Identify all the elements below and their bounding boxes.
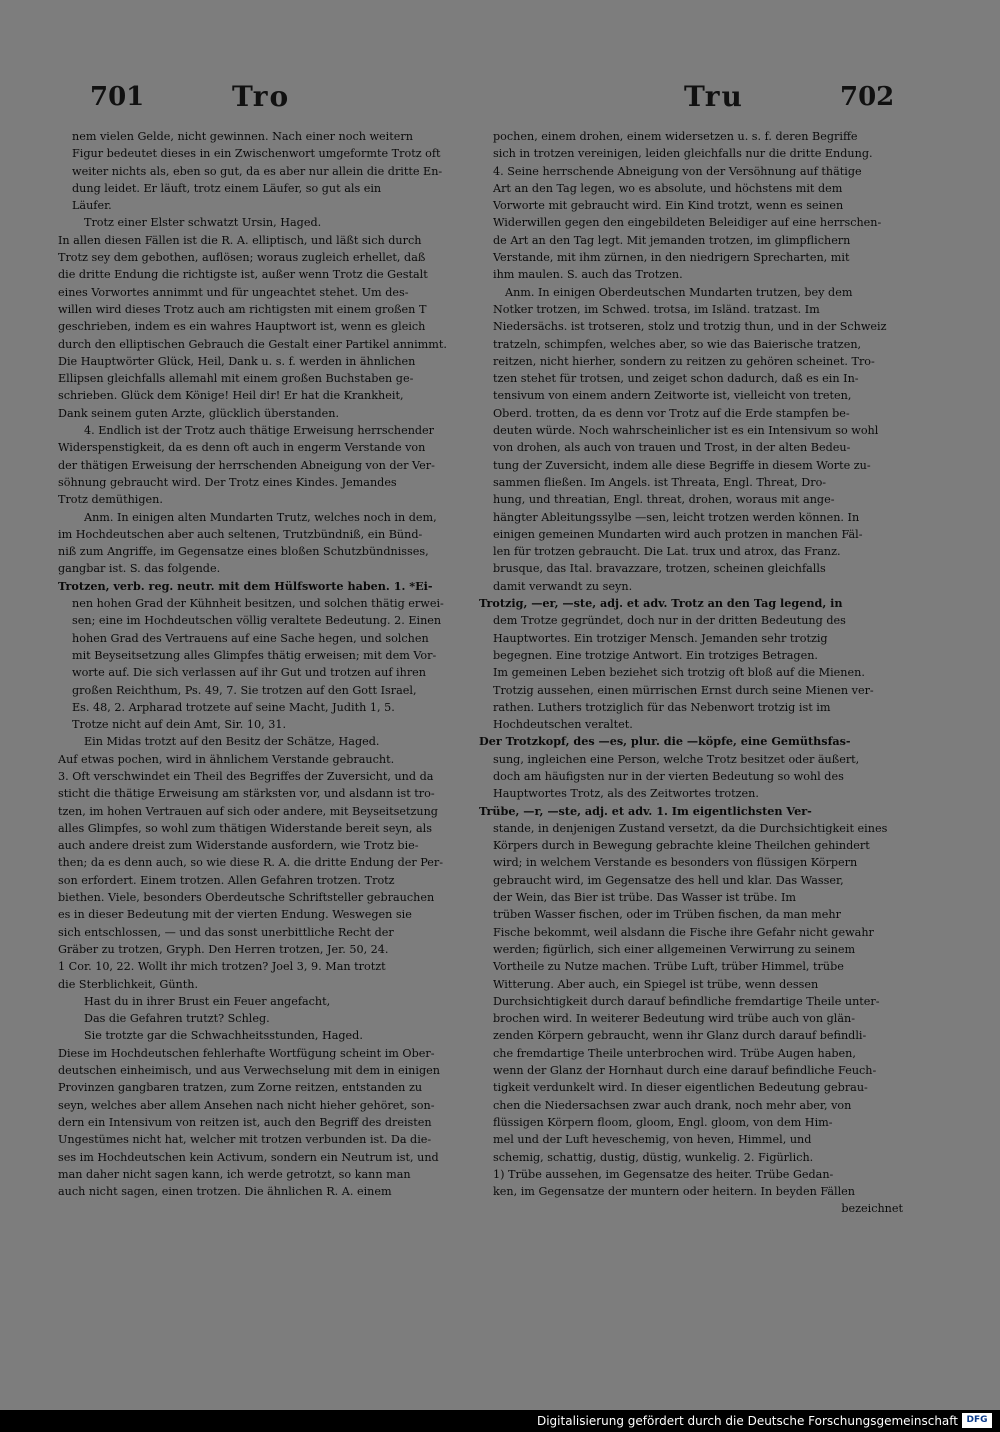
text-line: Witterung. Aber auch, ein Spiegel ist trübe, wenn dessen [493, 977, 819, 991]
text-line: Hauptwortes. Ein trotziger Mensch. Jemanden sehr trotzig [493, 631, 828, 645]
text-line: then; da es denn auch, so wie diese R. A. die dritte Endung der Per- [58, 856, 444, 870]
text-line: schemig, schattig, dustig, düstig, wunkelig. 2. Figürlich. [493, 1150, 814, 1164]
text-line: tratzeln, schimpfen, welches aber, so wie das Baierische tratzen, [493, 337, 862, 351]
text-line: Auf etwas pochen, wird in ähnlichem Verstande gebraucht. [58, 752, 395, 766]
text-line: worte auf. Die sich verlassen auf ihr Gut und trotzen auf ihren [72, 666, 426, 680]
text-line: hohen Grad des Vertrauens auf eine Sache hegen, und solchen [72, 631, 429, 645]
text-line: ihm maulen. S. auch das Trotzen. [493, 268, 683, 282]
text-line: Die Hauptwörter Glück, Heil, Dank u. s. f. werden in ähnlichen [58, 354, 416, 368]
text-line: Verstande, mit ihm zürnen, in den niedrigern Sprecharten, mit [493, 251, 850, 265]
page-header [0, 80, 1000, 120]
text-line: 4. Seine herrschende Abneigung von der Versöhnung auf thätige [493, 164, 862, 178]
text-line: Trotze nicht auf dein Amt, Sir. 10, 31. [72, 718, 287, 732]
text-line: dem Trotze gegründet, doch nur in der dritten Bedeutung des [493, 614, 846, 628]
text-line: reitzen, nicht hierher, sondern zu reitzen zu gehören scheinet. Tro- [493, 354, 875, 368]
text-line: trüben Wasser fischen, oder im Trüben fischen, da man mehr [493, 908, 841, 922]
text-line: werden; figürlich, sich einer allgemeinen Verwirrung zu seinem [493, 942, 856, 956]
text-line: sen; eine im Hochdeutschen völlig veraltete Bedeutung. 2. Einen [72, 614, 442, 628]
text-line: Es. 48, 2. Arpharad trotzete auf seine Macht, Judith 1, 5. [72, 700, 395, 714]
text-line: brochen wird. In weiterer Bedeutung wird trübe auch von glän- [493, 1012, 855, 1026]
text-line: ken, im Gegensatze der muntern oder heitern. In beyden Fällen [493, 1185, 856, 1199]
text-line: wird; in welchem Verstande es besonders von flüssigen Körpern [493, 856, 858, 870]
text-line: wenn der Glanz der Hornhaut durch eine darauf befindliche Feuch- [493, 1064, 877, 1078]
text-line: der thätigen Erweisung der herrschenden Abneigung von der Ver- [58, 458, 435, 472]
text-line: sich in trotzen vereinigen, leiden gleichfalls nur die dritte Endung. [493, 147, 873, 161]
text-line: Durchsichtigkeit durch darauf befindliche fremdartige Theile unter- [493, 994, 880, 1008]
text-line: Notker trotzen, im Schwed. trotsa, im Isländ. tratzast. Im [493, 302, 820, 316]
text-line: 1) Trübe aussehen, im Gegensatze des heiter. Trübe Gedan- [493, 1167, 834, 1181]
text-line: biethen. Viele, besonders Oberdeutsche Schriftsteller gebrauchen [58, 891, 435, 905]
text-line: Ungestümes nicht hat, welcher mit trotzen verbunden ist. Da die- [58, 1133, 432, 1147]
text-line: 3. Oft verschwindet ein Theil des Begriffes der Zuversicht, und da [58, 769, 434, 783]
text-line: Widerspenstigkeit, da es denn oft auch in engerm Verstande von [58, 441, 426, 455]
text-line: Anm. In einigen alten Mundarten Trutz, welches noch in dem, [84, 510, 437, 524]
left-catchword: Tro [232, 80, 291, 113]
text-line: nen hohen Grad der Kühnheit besitzen, und solchen thätig erwei- [72, 597, 444, 611]
text-line: tigkeit verdunkelt wird. In dieser eigentlichen Bedeutung gebrau- [493, 1081, 868, 1095]
text-line: rathen. Luthers trotziglich für das Nebenwort trotzig ist im [493, 700, 831, 714]
text-line: nem vielen Gelde, nicht gewinnen. Nach einer noch weitern [72, 130, 413, 143]
text-line: es in dieser Bedeutung mit der vierten Endung. Weswegen sie [58, 908, 412, 922]
text-line: 1 Cor. 10, 22. Wollt ihr mich trotzen? Joel 3, 9. Man trotzt [58, 960, 386, 974]
text-line: sung, ingleichen eine Person, welche Trotz besitzet oder äußert, [493, 752, 860, 766]
text-line: willen wird dieses Trotz auch am richtigsten mit einem großen T [58, 302, 427, 316]
text-line: son erfordert. Einem trotzen. Allen Gefahren trotzen. Trotz [58, 873, 395, 887]
text-line: deutschen einheimisch, und aus Verwechselung mit dem in einigen [58, 1064, 440, 1078]
text-line: durch den elliptischen Gebrauch die Gestalt einer Partikel annimmt. [58, 337, 447, 351]
text-line: Niedersächs. ist trotseren, stolz und trotzig thun, und in der Schweiz [493, 320, 887, 334]
text-line: Anm. In einigen Oberdeutschen Mundarten trutzen, bey dem [505, 285, 853, 299]
text-line: Gräber zu trotzen, Gryph. Den Herren trotzen, Jer. 50, 24. [58, 942, 389, 956]
text-line: Körpers durch in Bewegung gebrachte kleine Theilchen gehindert [493, 839, 870, 853]
text-line: Hast du in ihrer Brust ein Feuer angefacht, [84, 994, 331, 1008]
text-line: damit verwandt zu seyn. [493, 579, 633, 593]
footer-bar [0, 1410, 1000, 1432]
text-line: einigen gemeinen Mundarten wird auch protzen in manchen Fäl- [493, 527, 863, 541]
footer-credit: Digitalisierung gefördert durch die Deutsche Forschungsgemeinschaft [536, 1414, 958, 1428]
text-line: Hochdeutschen veraltet. [493, 718, 633, 732]
text-line: hängter Ableitungssylbe —sen, leicht trotzen werden können. In [493, 510, 860, 524]
text-line: deuten würde. Noch wahrscheinlicher ist es ein Intensivum so wohl [493, 424, 879, 438]
text-line: Läufer. [72, 199, 112, 213]
text-line: geschrieben, indem es ein wahres Hauptwort ist, wenn es gleich [58, 320, 426, 334]
right-text-column [479, 128, 903, 1218]
text-line: Dank seinem guten Arzte, glücklich überstanden. [58, 406, 340, 420]
text-line: schrieben. Glück dem Könige! Heil dir! Er hat die Krankheit, [58, 389, 404, 403]
text-line: alles Glimpfes, so wohl zum thätigen Widerstande bereit seyn, als [58, 821, 432, 835]
text-line: Vortheile zu Nutze machen. Trübe Luft, trüber Himmel, trübe [493, 960, 844, 974]
text-line: Trotz demüthigen. [58, 493, 163, 507]
text-line: doch am häufigsten nur in der vierten Bedeutung so wohl des [493, 769, 844, 783]
text-line: söhnung gebraucht wird. Der Trotz eines Kindes. Jemandes [58, 475, 397, 489]
right-page-number: 702 [840, 82, 895, 112]
text-line: tensivum von einem andern Zeitworte ist, vielleicht von treten, [493, 389, 852, 403]
text-line: niß zum Angriffe, im Gegensatze eines bloßen Schutzbündnisses, [58, 545, 429, 559]
text-line: chen die Niedersachsen zwar auch drank, noch mehr aber, von [493, 1098, 852, 1112]
text-line: Fische bekommt, weil alsdann die Fische ihre Gefahr nicht gewahr [493, 925, 874, 939]
text-line: Das die Gefahren trutzt? Schleg. [84, 1012, 270, 1026]
text-line: im Hochdeutschen aber auch seltenen, Trutzbündniß, ein Bünd- [58, 527, 423, 541]
text-line: Trotzen, verb. reg. neutr. mit dem Hülfsworte haben. 1. *Ei- [58, 578, 433, 593]
text-line: Trotzig, —er, —ste, adj. et adv. Trotz an den Tag legend, in [479, 596, 843, 611]
dfg-logo: DFG [962, 1413, 992, 1428]
text-line: dern ein Intensivum von reitzen ist, auch den Begriff des dreisten [58, 1115, 432, 1129]
text-line: Der Trotzkopf, des —es, plur. die —köpfe, eine Gemüthsfas- [479, 734, 851, 749]
text-line: ses im Hochdeutschen kein Activum, sondern ein Neutrum ist, und [58, 1150, 439, 1164]
text-line: bezeichnet [841, 1202, 903, 1216]
text-line: In allen diesen Fällen ist die R. A. elliptisch, und läßt sich durch [58, 233, 422, 247]
text-line: hung, und threatian, Engl. threat, drohen, woraus mit ange- [493, 493, 835, 507]
text-line: gebraucht wird, im Gegensatze des hell und klar. Das Wasser, [493, 873, 844, 887]
text-line: sich entschlossen, — und das sonst unerbittliche Recht der [58, 925, 394, 939]
left-text-column [58, 128, 474, 1200]
text-line: die Sterblichkeit, Günth. [58, 977, 199, 991]
text-line: der Wein, das Bier ist trübe. Das Wasser ist trübe. Im [493, 891, 797, 905]
text-line: tzen, im hohen Vertrauen auf sich oder andere, mit Beyseitsetzung [58, 804, 438, 818]
text-line: flüssigen Körpern floom, gloom, Engl. gloom, von dem Him- [493, 1115, 833, 1129]
text-line: Sie trotzte gar die Schwachheitsstunden, Haged. [84, 1029, 363, 1043]
text-line: Im gemeinen Leben beziehet sich trotzig oft bloß auf die Mienen. [493, 666, 865, 680]
left-page-number: 701 [90, 82, 145, 112]
text-line: 4. Endlich ist der Trotz auch thätige Erweisung herrschender [84, 424, 435, 438]
text-line: brusque, das Ital. bravazzare, trotzen, scheinen gleichfalls [493, 562, 826, 576]
text-line: Vorworte mit gebraucht wird. Ein Kind trotzt, wenn es seinen [493, 199, 844, 213]
text-line: Provinzen gangbaren tratzen, zum Zorne reitzen, entstanden zu [58, 1081, 423, 1095]
text-line: Oberd. trotten, da es denn vor Trotz auf die Erde stampfen be- [493, 406, 850, 420]
text-line: Ellipsen gleichfalls allemahl mit einem großen Buchstaben ge- [58, 372, 414, 386]
text-line: Ein Midas trotzt auf den Besitz der Schätze, Haged. [84, 735, 380, 749]
text-line: dung leidet. Er läuft, trotz einem Läufer, so gut als ein [72, 181, 382, 195]
text-line: che fremdartige Theile unterbrochen wird. Trübe Augen haben, [493, 1046, 856, 1060]
text-line: de Art an den Tag legt. Mit jemanden trotzen, im glimpflichern [493, 233, 851, 247]
text-line: von drohen, als auch von trauen und Trost, in der alten Bedeu- [493, 441, 851, 455]
text-line: Trotzig aussehen, einen mürrischen Ernst durch seine Mienen ver- [493, 683, 874, 697]
right-catchword: Tru [684, 80, 744, 113]
text-line: großen Reichthum, Ps. 49, 7. Sie trotzen auf den Gott Israel, [72, 683, 417, 697]
text-line: Diese im Hochdeutschen fehlerhafte Wortfügung scheint im Ober- [58, 1046, 435, 1060]
text-line: sticht die thätige Erweisung am stärksten vor, und alsdann ist tro- [58, 787, 435, 801]
text-line: zenden Körpern gebraucht, wenn ihr Glanz durch darauf befindli- [493, 1029, 867, 1043]
text-line: Trotz sey dem gebothen, auflösen; woraus zugleich erhellet, daß [58, 251, 426, 265]
text-line: mel und der Luft heveschemig, von heven, Himmel, und [493, 1133, 812, 1147]
text-line: man daher nicht sagen kann, ich werde getrotzt, so kann man [58, 1167, 411, 1181]
text-line: Hauptwortes Trotz, als des Zeitwortes trotzen. [493, 787, 759, 801]
text-line: Trotz einer Elster schwatzt Ursin, Haged. [84, 216, 322, 230]
text-line: seyn, welches aber allem Ansehen nach nicht hieher gehöret, son- [58, 1098, 435, 1112]
text-line: mit Beyseitsetzung alles Glimpfes thätig erweisen; mit dem Vor- [72, 648, 437, 662]
text-line: tung der Zuversicht, indem alle diese Begriffe in diesem Worte zu- [493, 458, 871, 472]
text-line: Widerwillen gegen den eingebildeten Beleidiger auf eine herrschen- [493, 216, 882, 230]
text-line: auch nicht sagen, einen trotzen. Die ähnlichen R. A. einem [58, 1185, 392, 1199]
text-line: die dritte Endung die richtigste ist, außer wenn Trotz die Gestalt [58, 268, 428, 282]
text-line: Art an den Tag legen, wo es absolute, und höchstens mit dem [493, 181, 843, 195]
text-line: begegnen. Eine trotzige Antwort. Ein trotziges Betragen. [493, 648, 818, 662]
text-line: len für trotzen gebraucht. Die Lat. trux und atrox, das Franz. [493, 545, 841, 559]
text-line: eines Vorwortes annimmt und für ungeachtet stehet. Um des- [58, 285, 409, 299]
text-line: tzen stehet für trotsen, und zeiget schon dadurch, daß es ein In- [493, 372, 859, 386]
text-line: pochen, einem drohen, einem widersetzen u. s. f. deren Begriffe [493, 130, 858, 143]
text-line: auch andere dreist zum Widerstande ausfordern, wie Trotz bie- [58, 839, 419, 853]
text-line: gangbar ist. S. das folgende. [58, 562, 221, 576]
text-line: Trübe, —r, —ste, adj. et adv. 1. Im eigentlichsten Ver- [479, 803, 812, 818]
text-line: stande, in denjenigen Zustand versetzt, da die Durchsichtigkeit eines [493, 821, 888, 835]
text-line: weiter nichts als, eben so gut, da es aber nur allein die dritte En- [72, 164, 443, 178]
text-line: Figur bedeutet dieses in ein Zwischenwort umgeformte Trotz oft [72, 147, 441, 161]
text-line: sammen fließen. Im Angels. ist Threata, Engl. Threat, Dro- [493, 475, 827, 489]
